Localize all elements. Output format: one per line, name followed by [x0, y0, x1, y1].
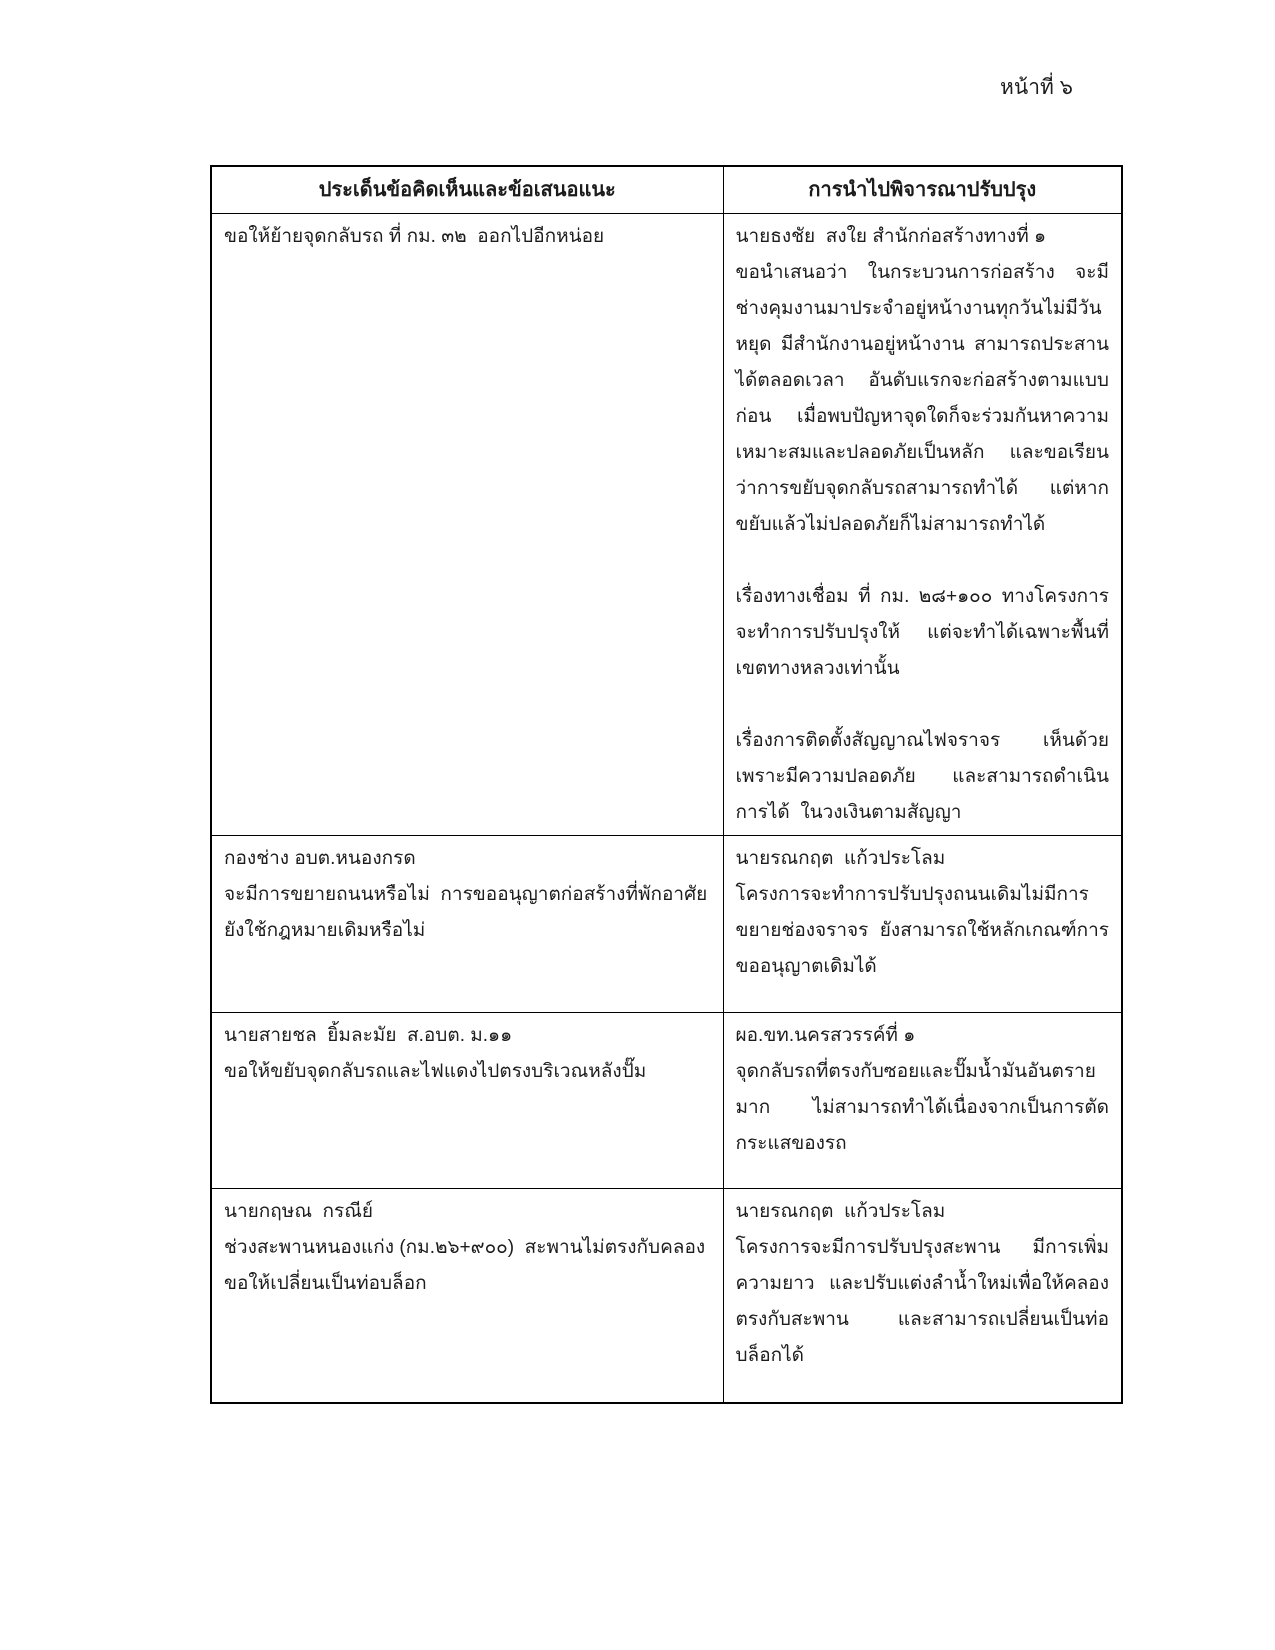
column-header-issues: ประเด็นข้อคิดเห็นและข้อเสนอแนะ	[211, 166, 723, 213]
issue-cell	[211, 835, 723, 1012]
issue-text: จะมีการขยายถนนหรือไม่ การขออนุญาตก่อสร้างที่พักอาศัยยังใช้กฎหมายเดิมหรือไม่	[224, 883, 708, 941]
issue-cell	[211, 1188, 723, 1403]
issue-speaker: กองช่าง อบต.หนองกรด	[224, 847, 416, 869]
issue-speaker: นายกฤษณ กรณีย์	[224, 1200, 373, 1222]
response-speaker: นายรณกฤต แก้วประโลม	[735, 847, 946, 869]
response-text: โครงการจะทำการปรับปรุงถนนเดิมไม่มีการขยายช่องจราจร ยังสามารถใช้หลักเกณฑ์การขออนุญาตเดิมได้	[735, 883, 1109, 977]
response-text: เรื่องทางเชื่อม ที่ กม. ๒๘+๑๐๐ ทางโครงการจะทำการปรับปรุงให้ แต่จะทำได้เฉพาะพื้นที่เขตทางหลวงเท่านั้น	[735, 585, 1109, 679]
response-text: ขอนำเสนอว่า ในกระบวนการก่อสร้าง จะมีช่างคุมงานมาประจำอยู่หน้างานทุกวันไม่มีวันหยุด มีสำนักงานอยู่หน้างาน สามารถประสานได้ตลอดเวลา อันดับแรกจะก่อสร้างตามแบบก่อน เมื่อพบปัญหาจุดใดก็จะร่วมกันหาความเหมาะสมและปลอดภัยเป็นหลัก และขอเรียนว่าการขยับจุดกลับรถสามารถทำได้ แต่หากขยับแล้วไม่ปลอดภัยก็ไม่สามารถทำได้	[735, 261, 1109, 535]
response-speaker: นายรณกฤต แก้วประโลม	[735, 1200, 946, 1222]
comments-table	[210, 165, 1123, 1404]
response-cell	[723, 835, 1122, 1012]
table-row	[211, 1188, 1122, 1403]
response-text: จุดกลับรถที่ตรงกับซอยและปั๊มน้ำมันอันตรายมาก ไม่สามารถทำได้เนื่องจากเป็นการตัดกระแสของรถ	[735, 1060, 1109, 1154]
issue-cell	[211, 213, 723, 835]
column-header-consideration: การนำไปพิจารณาปรับปรุง	[723, 166, 1122, 213]
response-cell	[723, 213, 1122, 835]
table-row	[211, 213, 1122, 835]
response-speaker: นายธงชัย สงใย สำนักก่อสร้างทางที่ ๑	[735, 225, 1047, 247]
table-row	[211, 835, 1122, 1012]
page-number: หน้าที่ ๖	[1000, 76, 1073, 99]
table-row	[211, 1012, 1122, 1188]
issue-text: ขอให้ย้ายจุดกลับรถ ที่ กม. ๓๒ ออกไปอีกหน่อย	[224, 225, 605, 247]
response-text: โครงการจะมีการปรับปรุงสะพาน มีการเพิ่มความยาว และปรับแต่งลำน้ำใหม่เพื่อให้คลองตรงกับสะพาน และสามารถเปลี่ยนเป็นท่อบล็อกได้	[735, 1236, 1109, 1366]
response-cell	[723, 1012, 1122, 1188]
table-header-row	[211, 166, 1122, 213]
response-cell	[723, 1188, 1122, 1403]
response-speaker: ผอ.ขท.นครสวรรค์ที่ ๑	[735, 1024, 916, 1046]
issue-speaker: นายสายชล ยิ้มละมัย ส.อบต. ม.๑๑	[224, 1024, 513, 1046]
issue-text: ขอให้ขยับจุดกลับรถและไฟแดงไปตรงบริเวณหลังปั๊ม	[224, 1060, 647, 1082]
issue-text: ช่วงสะพานหนองแก่ง (กม.๒๖+๙๐๐) สะพานไม่ตรงกับคลองขอให้เปลี่ยนเป็นท่อบล็อก	[224, 1236, 706, 1294]
issue-cell	[211, 1012, 723, 1188]
response-text: เรื่องการติดตั้งสัญญาณไฟจราจร เห็นด้วยเพราะมีความปลอดภัย และสามารถดำเนินการได้ ในวงเงินตามสัญญา	[735, 729, 1109, 823]
